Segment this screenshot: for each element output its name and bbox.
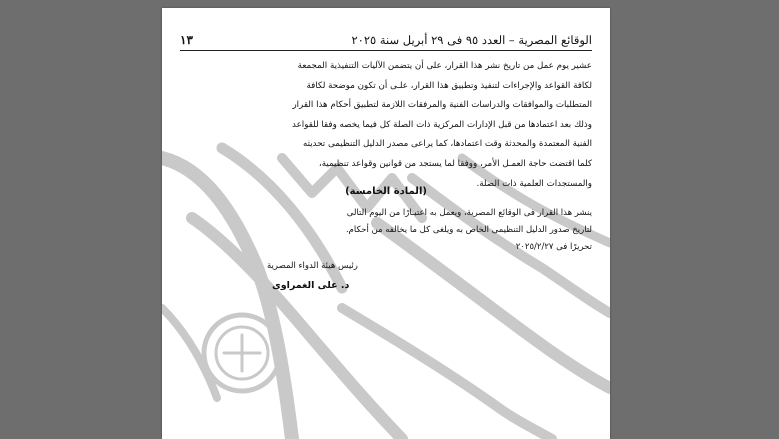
page-number: ١٣ [180,33,193,47]
article-line: لتاريخ صدور الدليل التنظيمى الخاص به ويلغى كل ما يخالفه من أحكام. [345,225,592,235]
body-line: الفنية المعتمدة والمحدثة وقت اعتمادها، كما يراعى مصدر الدليل التنظيمى تحديثه [302,139,592,150]
body-line: لكافة القواعد والإجراءات لتنفيذ وتطبيق هذا القرار، علـى أن تكون موضحة لكافة [306,80,592,91]
article-paragraph [184,205,592,239]
body-paragraph [184,57,592,194]
body-line: عشير يوم عمل من تاريخ نشر هذا القرار، على أن يتضمن الآليات التنفيذية المجمعة [297,61,592,71]
signatory-name: د. على الغمراوى [272,280,350,291]
issue-date: تحريرًا فى ٢٠٢٥/٢/٢٧ [515,242,592,252]
article-title: (المادة الخامسة) [345,186,427,197]
body-line: والمستجدات العلمية ذات الصلة. [476,178,592,189]
document-page [162,8,610,439]
signatory-title: رئيس هيئة الدواء المصرية [267,261,358,271]
body-line: كلما اقتضت حاجة العمـل الأمر، ووفقا لما يستجد من قوانين وقواعد تنظيمية، [318,158,592,169]
body-line: وذلك بعد اعتمادها من قبل الإدارات المركزية ذات الصلة كل فيما يخصه وفقا للقواعد [292,119,592,130]
header-title: الوقائع المصرية – العدد ٩٥ فى ٢٩ أبريل سنة ٢٠٢٥ [351,33,592,47]
article-line: ينشر هذا القرار فى الوقائع المصرية، ويعمل به اعتبـارًا من اليوم التالى [346,208,592,218]
body-line: المتطلبات والموافقات والدراسات الفنية والمرفقات اللازمة لتطبيق أحكام هذا القرار [292,100,592,111]
page-header [180,28,592,51]
